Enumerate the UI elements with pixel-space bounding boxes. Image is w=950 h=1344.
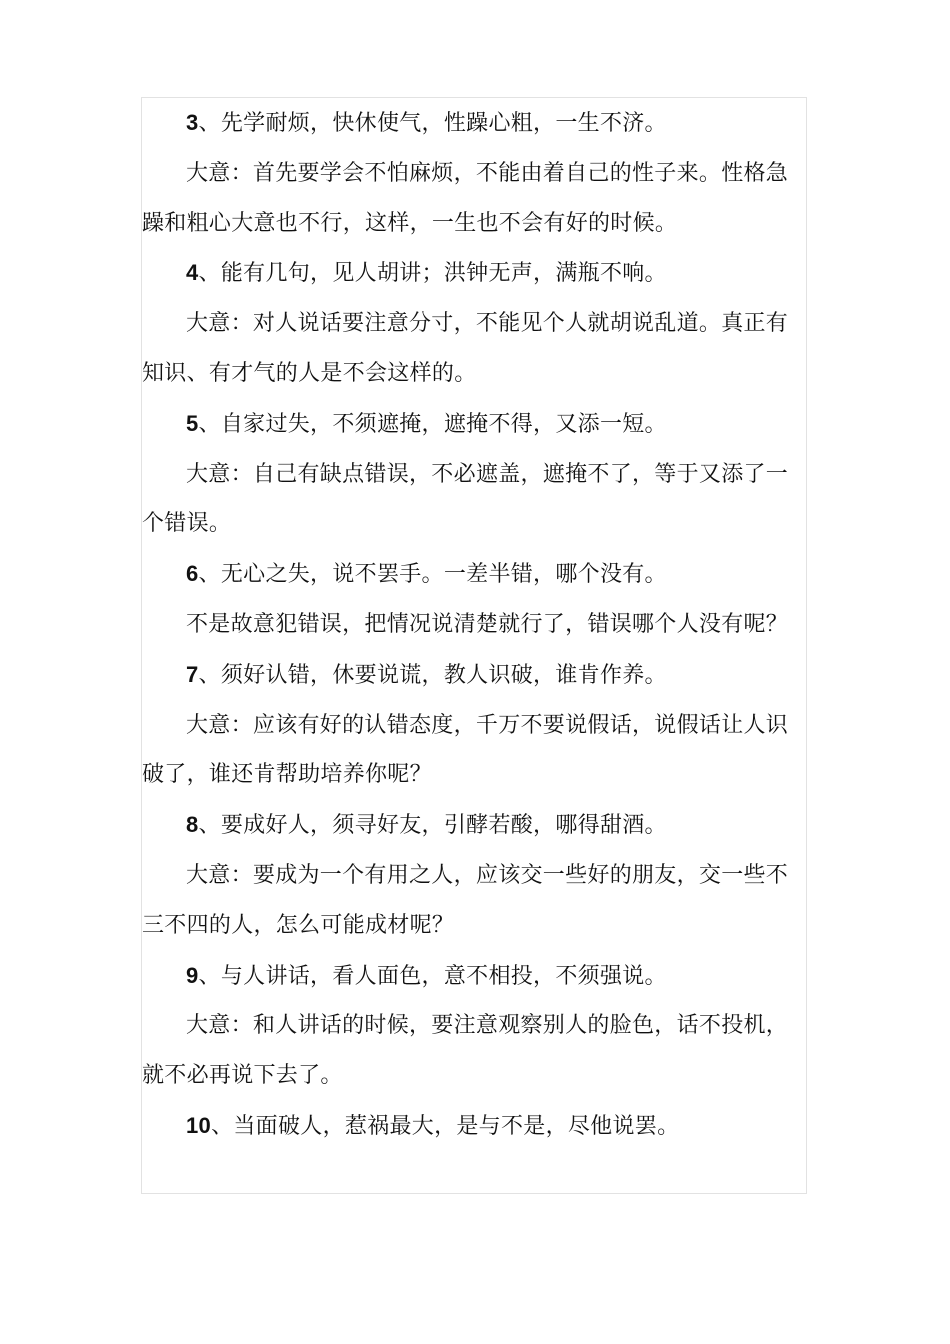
maxim-number: 8 — [186, 812, 199, 838]
maxim-meaning-3: 大意：首先要学会不怕麻烦，不能由着自己的性子来。性格急躁和粗心大意也不行，这样，一生也不会有好的时候。 — [142, 160, 789, 236]
maxim-meaning-9: 大意：和人讲话的时候，要注意观察别人的脸色，话不投机，就不必再说下去了。 — [142, 1013, 789, 1089]
maxim-line-9 — [142, 951, 806, 1002]
maxim-text: 、须好认错，休要说谎，教人识破，谁肯作养。 — [198, 662, 667, 688]
maxim-meaning-4: 大意：对人说话要注意分寸，不能见个人就胡说乱道。真正有知识、有才气的人是不会这样的。 — [142, 311, 789, 386]
maxim-line-3 — [142, 98, 806, 149]
maxim-number: 4 — [186, 260, 199, 286]
maxim-text: 、与人讲话，看人面色，意不相投，不须强说。 — [198, 963, 667, 989]
maxim-number: 9 — [186, 962, 199, 988]
maxim-text: 、要成好人，须寻好友，引酵若酸，哪得甜酒。 — [198, 813, 667, 839]
maxim-number: 3 — [186, 110, 199, 135]
document-content — [142, 98, 806, 1152]
maxim-meaning-6: 不是故意犯错误，把情况说清楚就行了，错误哪个人没有呢？ — [186, 611, 789, 637]
maxim-number: 6 — [186, 561, 199, 587]
maxim-line-6 — [142, 549, 806, 600]
maxim-line-7 — [142, 650, 806, 701]
maxim-meaning-8: 大意：要成为一个有用之人，应该交一些好的朋友，交一些不三不四的人，怎么可能成材呢？ — [142, 862, 789, 938]
maxim-text: 、能有几句，见人胡讲；洪钟无声，满瓶不响。 — [198, 261, 667, 287]
document-page — [141, 97, 807, 1194]
maxim-number: 5 — [186, 410, 199, 436]
maxim-meaning-5: 大意：自己有缺点错误，不必遮盖，遮掩不了，等于又添了一个错误。 — [142, 461, 789, 537]
maxim-text: 、自家过失，不须遮掩，遮掩不得，又添一短。 — [198, 411, 667, 437]
maxim-text: 、无心之失，说不罢手。一差半错，哪个没有。 — [198, 562, 667, 588]
maxim-meaning-7: 大意：应该有好的认错态度，千万不要说假话，说假话让人识破了，谁还肯帮助培养你呢？ — [142, 712, 789, 788]
maxim-line-5 — [142, 399, 806, 450]
maxim-line-8 — [142, 800, 806, 851]
maxim-text: 、先学耐烦，快休使气，性躁心粗，一生不济。 — [198, 111, 667, 136]
maxim-line-10 — [142, 1101, 806, 1152]
maxim-number: 10 — [186, 1112, 212, 1138]
maxim-line-4 — [142, 248, 806, 299]
maxim-number: 7 — [186, 661, 199, 687]
maxim-text: 、当面破人，惹祸最大，是与不是，尽他说罢。 — [211, 1113, 680, 1139]
